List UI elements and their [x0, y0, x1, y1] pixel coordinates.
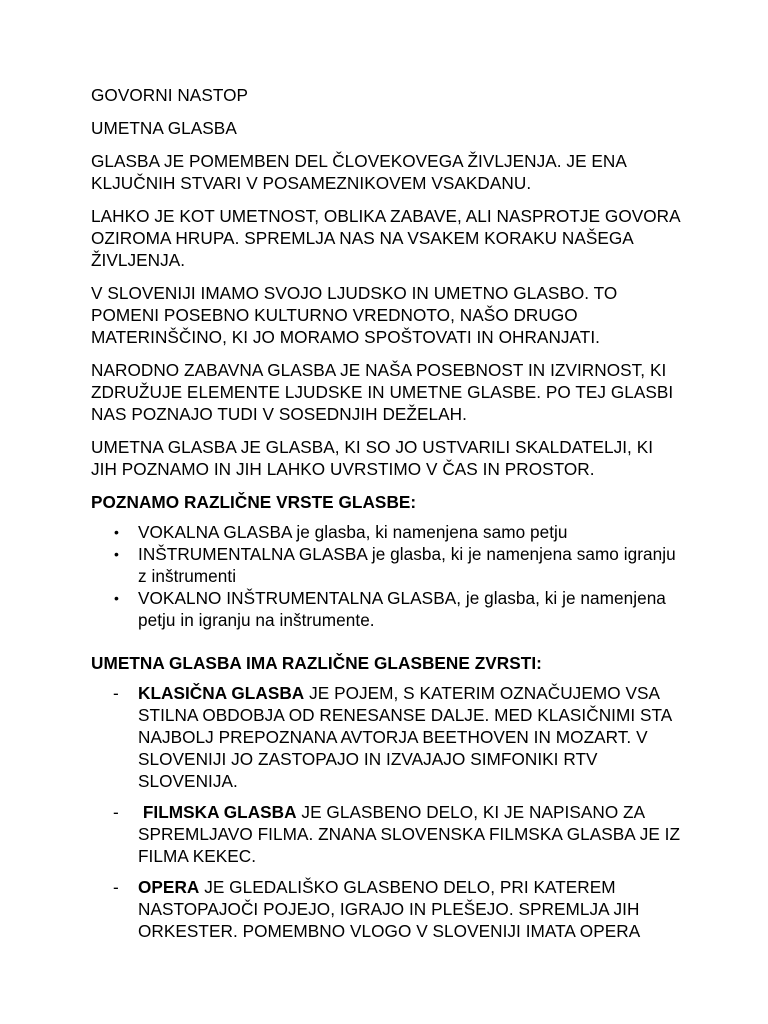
list-item-text: VOKALNO INŠTRUMENTALNA GLASBA, je glasba, ki je namenjena petju in igranju na inštrumente. [138, 588, 666, 630]
list-item-text: VOKALNA GLASBA je glasba, ki namenjena samo petju [138, 522, 568, 542]
paragraph: LAHKO JE KOT UMETNOST, OBLIKA ZABAVE, ALI NASPROTJE GOVORA OZIROMA HRUPA. SPREMLJA NAS NA VSAKEM KORAKU NAŠEGA ŽIVLJENJA. [91, 206, 680, 270]
document-title: GOVORNI NASTOP [91, 85, 249, 105]
paragraph: UMETNA GLASBA JE GLASBA, KI SO JO USTVARILI SKALDATELJI, KI JIH POZNAMO IN JIH LAHKO UVRSTIMO V ČAS IN PROSTOR. [91, 437, 654, 479]
document-subtitle: UMETNA GLASBA [91, 118, 237, 138]
genres-heading: UMETNA GLASBA IMA RAZLIČNE GLASBENE ZVRSTI: [91, 653, 542, 673]
paragraph: V SLOVENIJI IMAMO SVOJO LJUDSKO IN UMETNO GLASBO. TO POMENI POSEBNO KULTURNO VREDNOTO, NAŠO DRUGO MATERINŠČINO, KI JO MORAMO SPOŠTOVATI IN OHRANJATI. [91, 283, 618, 347]
document-page [91, 84, 681, 951]
bullet-icon: • [114, 590, 119, 606]
list-item [91, 682, 681, 792]
dash-icon: - [113, 802, 119, 822]
music-types-list [91, 521, 681, 631]
list-item [91, 876, 681, 942]
list-item [91, 801, 681, 867]
list-item [91, 543, 681, 587]
dash-icon: - [113, 683, 119, 703]
genre-description: JE POJEM, S KATERIM OZNAČUJEMO VSA STILNA OBDOBJA OD RENESANSE DALJE. MED KLASIČNIMI STA NAJBOLJ PREPOZNANA AVTORJA BEETHOVEN IN MOZART. V SLOVENIJI JO ZASTOPAJO IN IZVAJAJO SIMFONIKI RTV SLOVENIJA. [138, 683, 672, 791]
genre-description: JE GLEDALIŠKO GLASBENO DELO, PRI KATEREM NASTOPAJOČI POJEJO, IGRAJO IN PLEŠEJO. SPREMLJA JIH ORKESTER. POMEMBNO VLOGO V SLOVENIJI IMATA OPERA [138, 877, 641, 941]
genre-term: KLASIČNA GLASBA [138, 683, 305, 703]
paragraph: NARODNO ZABAVNA GLASBA JE NAŠA POSEBNOST IN IZVIRNOST, KI ZDRUŽUJE ELEMENTE LJUDSKE IN UMETNE GLASBE. PO TEJ GLASBI NAS POZNAJO TUDI V SOSEDNJIH DEŽELAH. [91, 360, 674, 424]
genres-list [91, 682, 681, 942]
genre-term: OPERA [138, 877, 200, 897]
bullet-icon: • [114, 546, 119, 562]
list-item [91, 521, 681, 543]
paragraph: GLASBA JE POMEMBEN DEL ČLOVEKOVEGA ŽIVLJENJA. JE ENA KLJUČNIH STVARI V POSAMEZNIKOVEM VSAKDANU. [91, 151, 626, 193]
list-item [91, 587, 681, 631]
genre-description: JE GLASBENO DELO, KI JE NAPISANO ZA SPREMLJAVO FILMA. ZNANA SLOVENSKA FILMSKA GLASBA JE IZ FILMA KEKEC. [138, 802, 681, 866]
dash-icon: - [113, 877, 119, 897]
genre-term: FILMSKA GLASBA [138, 802, 297, 822]
bullet-icon: • [114, 524, 119, 540]
types-heading: POZNAMO RAZLIČNE VRSTE GLASBE: [91, 492, 417, 512]
list-item-text: INŠTRUMENTALNA GLASBA je glasba, ki je namenjena samo igranju z inštrumenti [138, 544, 676, 586]
